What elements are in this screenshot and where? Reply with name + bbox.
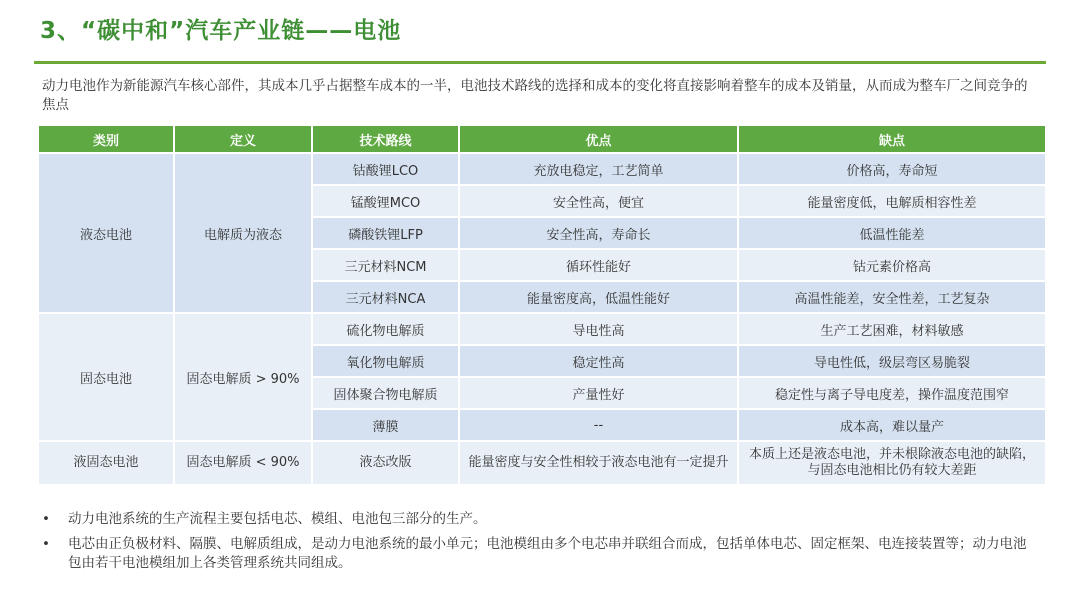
route-cell: 锰酸锂MCO xyxy=(313,186,458,216)
pros-cell: -- xyxy=(460,410,737,440)
header-definition: 定义 xyxy=(175,126,311,152)
pros-cell: 产量性好 xyxy=(460,378,737,408)
bullet-text: 动力电池系统的生产流程主要包括电芯、模组、电池包三部分的生产。 xyxy=(68,511,487,527)
table-row xyxy=(39,154,1045,184)
bullet-item xyxy=(42,535,1038,573)
cons-cell: 导电性低，级层弯区易脆裂 xyxy=(739,346,1045,376)
cons-cell: 本质上还是液态电池，并未根除液态电池的缺陷，与固态电池相比仍有较大差距 xyxy=(739,442,1045,484)
pros-cell: 安全性高，便宜 xyxy=(460,186,737,216)
cons-cell: 低温性能差 xyxy=(739,218,1045,248)
definition-cell: 电解质为液态 xyxy=(175,154,311,312)
route-cell: 液态改版 xyxy=(313,442,458,484)
pros-cell: 能量密度与安全性相较于液态电池有一定提升 xyxy=(460,442,737,484)
route-cell: 钴酸锂LCO xyxy=(313,154,458,184)
bullet-text: 电芯由正负极材料、隔膜、电解质组成，是动力电池系统的最小单元；电池模组由多个电芯串并联组合而成，包括单体电芯、固定框架、电连接装置等；动力电池包由若干电池模组加上各类管理系统共同组成。 xyxy=(68,536,1027,571)
route-cell: 固体聚合物电解质 xyxy=(313,378,458,408)
cons-cell: 能量密度低，电解质相容性差 xyxy=(739,186,1045,216)
header-category: 类别 xyxy=(39,126,173,152)
pros-cell: 充放电稳定，工艺简单 xyxy=(460,154,737,184)
route-cell: 三元材料NCM xyxy=(313,250,458,280)
pros-cell: 稳定性高 xyxy=(460,346,737,376)
title-divider xyxy=(34,61,1046,64)
cons-cell: 稳定性与离子导电度差，操作温度范围窄 xyxy=(739,378,1045,408)
cons-cell: 价格高，寿命短 xyxy=(739,154,1045,184)
route-cell: 硫化物电解质 xyxy=(313,314,458,344)
bullet-marker: • xyxy=(42,511,50,527)
category-cell: 液态电池 xyxy=(39,154,173,312)
bullet-list xyxy=(42,510,1038,579)
category-cell: 固态电池 xyxy=(39,314,173,440)
definition-cell: 固态电解质 < 90% xyxy=(175,442,311,484)
table-row xyxy=(39,314,1045,344)
page-title: 3、“碳中和”汽车产业链——电池 xyxy=(40,18,402,44)
header-cons: 缺点 xyxy=(739,126,1045,152)
table-row xyxy=(39,442,1045,484)
pros-cell: 导电性高 xyxy=(460,314,737,344)
route-cell: 薄膜 xyxy=(313,410,458,440)
bullet-item xyxy=(42,510,1038,529)
cons-cell: 高温性能差，安全性差，工艺复杂 xyxy=(739,282,1045,312)
route-cell: 磷酸铁锂LFP xyxy=(313,218,458,248)
pros-cell: 能量密度高，低温性能好 xyxy=(460,282,737,312)
route-cell: 氧化物电解质 xyxy=(313,346,458,376)
table-header-row xyxy=(39,126,1045,152)
pros-cell: 安全性高，寿命长 xyxy=(460,218,737,248)
bullet-marker: • xyxy=(42,536,50,552)
intro-paragraph: 动力电池作为新能源汽车核心部件，其成本几乎占据整车成本的一半，电池技术路线的选择和成本的变化将直接影响着整车的成本及销量，从而成为整车厂之间竞争的焦点 xyxy=(42,78,1028,113)
cons-cell: 生产工艺困难，材料敏感 xyxy=(739,314,1045,344)
cons-cell: 钴元素价格高 xyxy=(739,250,1045,280)
battery-comparison-table xyxy=(37,124,1047,486)
category-cell: 液固态电池 xyxy=(39,442,173,484)
header-route: 技术路线 xyxy=(313,126,458,152)
pros-cell: 循环性能好 xyxy=(460,250,737,280)
definition-cell: 固态电解质 > 90% xyxy=(175,314,311,440)
header-pros: 优点 xyxy=(460,126,737,152)
cons-cell: 成本高，难以量产 xyxy=(739,410,1045,440)
route-cell: 三元材料NCA xyxy=(313,282,458,312)
